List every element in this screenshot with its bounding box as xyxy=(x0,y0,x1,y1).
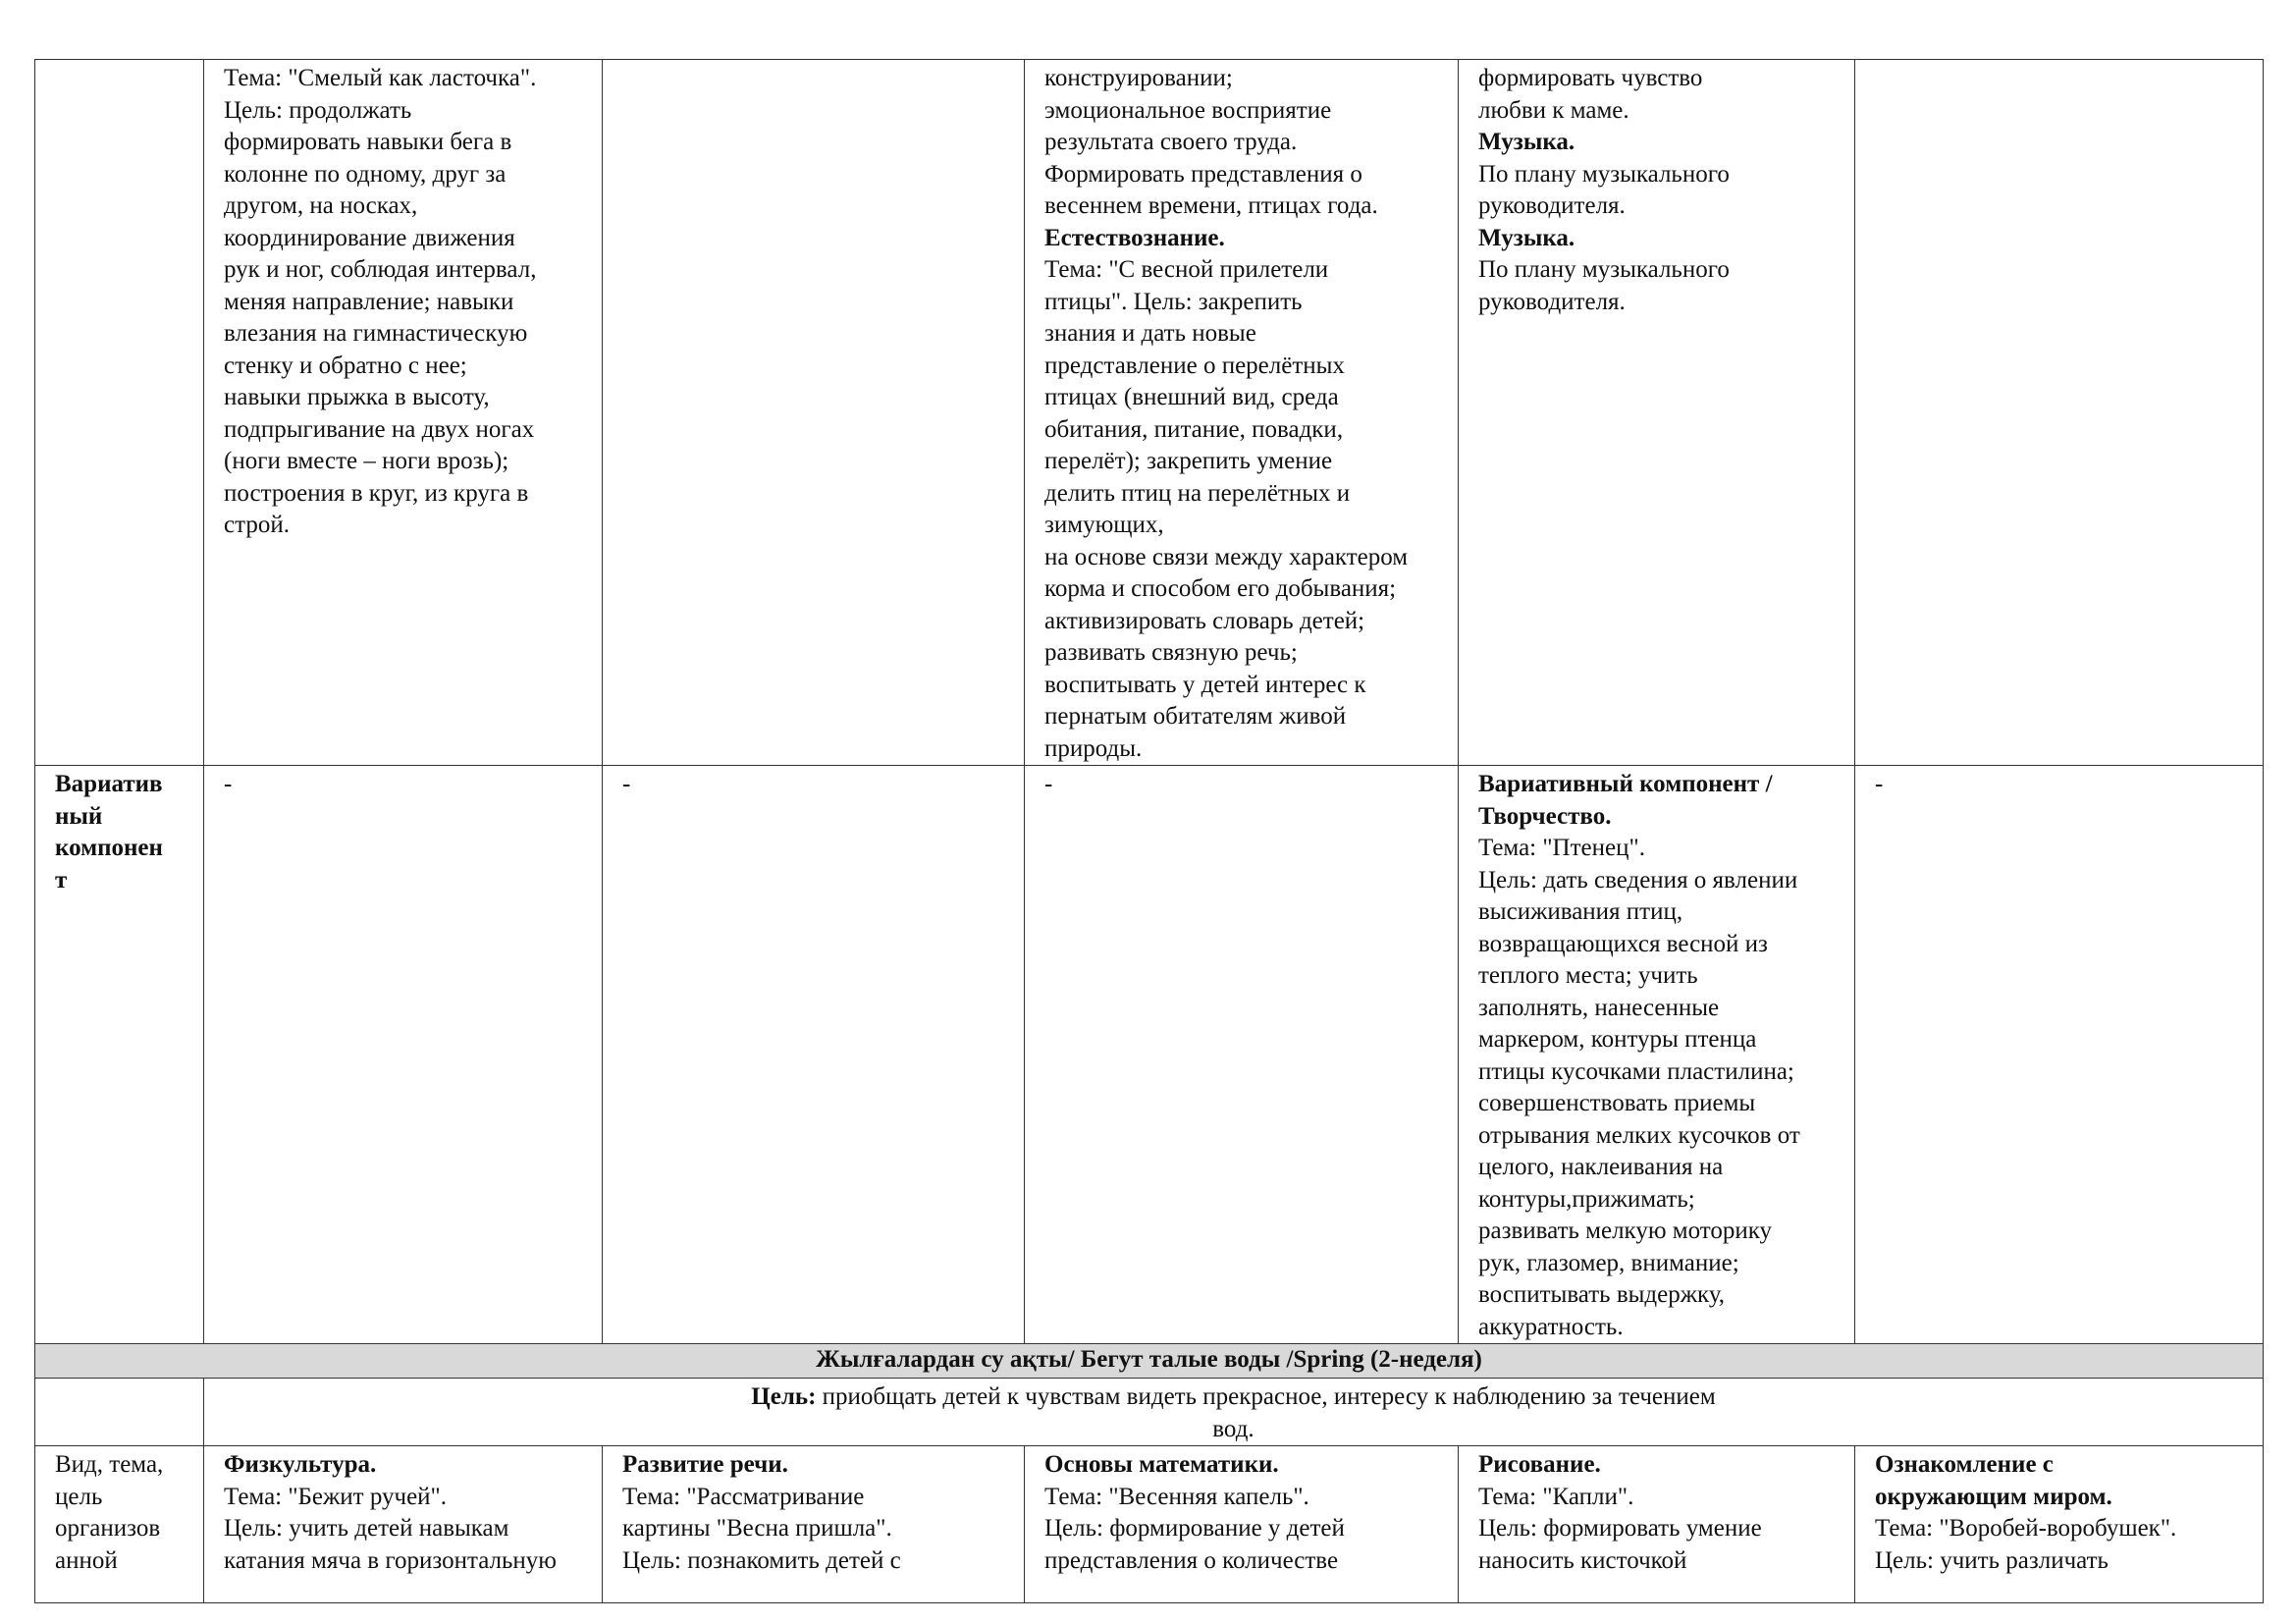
table-row-activities xyxy=(35,1446,2264,1603)
cell-text: - xyxy=(622,771,631,797)
dash-cell xyxy=(1025,766,1459,1344)
music-cell xyxy=(1459,60,1855,766)
world-knowledge-cell xyxy=(1855,1446,2264,1603)
row-label-cell xyxy=(35,60,204,766)
goal-row xyxy=(35,1379,2264,1446)
week-banner-row xyxy=(35,1344,2264,1379)
goal-cell xyxy=(204,1379,2264,1446)
creativity-cell xyxy=(1459,766,1855,1344)
dash-cell xyxy=(1855,766,2264,1344)
dash-cell xyxy=(204,766,603,1344)
plan-table xyxy=(34,59,2264,1603)
empty-cell xyxy=(603,60,1025,766)
math-cell xyxy=(1025,1446,1459,1603)
cell-text: Тема: "С весной прилетели птицы". Цель: закрепить знания и дать новые представление о перелётных птицах (внешний вид, среда обитания, питание, повадки, перелёт); закрепить умение делить птиц на перелётных и зимующих, на основе связи между характером корма и способом его добывания; активизировать словарь детей; развивать связную речь; воспитывать у детей интерес к пернатым обитателям живой природы. xyxy=(1044,256,1409,762)
row-label-cell xyxy=(35,766,204,1344)
cell-text: - xyxy=(1044,771,1053,797)
subject-heading: Рисование. xyxy=(1478,1451,1601,1478)
subject-heading: Физкультура. xyxy=(224,1451,377,1478)
cell-text: Тема: "Капли". Цель: формировать умение наносить кисточкой xyxy=(1478,1483,1762,1574)
dash-cell xyxy=(603,766,1025,1344)
cell-text: По плану музыкального руководителя. xyxy=(1478,256,1730,315)
cell-text: Тема: "Бежит ручей". Цель: учить детей навыкам катания мяча в горизонтальную xyxy=(224,1483,557,1574)
cell-text: конструировании; эмоциональное восприятие результата своего труда. Формировать представления о весеннем времени, птицах года. xyxy=(1044,65,1378,219)
goal-text-continued: вод. xyxy=(1212,1415,1255,1442)
subject-heading: Развитие речи. xyxy=(622,1451,788,1478)
subject-heading: Музыка. xyxy=(1478,129,1575,155)
cell-text: формировать чувство любви к маме. xyxy=(1478,65,1703,124)
goal-label: Цель: xyxy=(751,1383,817,1410)
goal-text: приобщать детей к чувствам видеть прекрасное, интересу к наблюдению за течением xyxy=(816,1383,1716,1410)
row-label: Вид, тема, цель организов анной xyxy=(55,1451,164,1574)
subject-heading: Естествознание. xyxy=(1044,224,1225,251)
natural-science-cell xyxy=(1025,60,1459,766)
drawing-cell xyxy=(1459,1446,1855,1603)
subject-heading: Основы математики. xyxy=(1044,1451,1279,1478)
document-page xyxy=(34,59,2263,1603)
cell-text: - xyxy=(224,771,233,797)
cell-text: Тема: "Птенец". Цель: дать сведения о явлении высиживания птиц, возвращающихся весной из теплого места; учить заполнять, нанесенные маркером, контуры птенца птицы кусочками пластилина; совершенствовать приемы отрывания мелких кусочков от целого, наклеивания на контуры,прижимать; развивать мелкую моторику рук, глазомер, внимание; воспитывать выдержку, аккуратность. xyxy=(1478,835,1800,1340)
row-label-cell xyxy=(35,1446,204,1603)
cell-text: Тема: "Смелый как ласточка". Цель: продолжать формировать навыки бега в колонне по одному, друг за другом, на носках, координирование движения рук и ног, соблюдая интервал, меняя направление; навыки влезания на гимнастическую стенку и обратно с нее; навыки прыжка в высоту, подпрыгивание на двух ногах (ноги вместе – ноги врозь); построения в круг, из круга в строй. xyxy=(224,65,537,538)
physical-education-cell xyxy=(204,1446,603,1603)
subject-heading: Ознакомление с окружающим миром. xyxy=(1875,1451,2112,1510)
subject-heading: Музыка. xyxy=(1478,224,1575,251)
empty-cell xyxy=(1855,60,2264,766)
table-row-variative xyxy=(35,766,2264,1344)
cell-text: Тема: "Воробей-воробушек". Цель: учить различать xyxy=(1875,1515,2177,1574)
subject-heading: Вариативный компонент / Творчество. xyxy=(1478,771,1773,830)
row-label: Вариатив ный компонен т xyxy=(55,771,163,893)
speech-development-cell xyxy=(603,1446,1025,1603)
goal-label-cell xyxy=(35,1379,204,1446)
cell-text: Тема: "Весенняя капель". Цель: формирование у детей представления о количестве xyxy=(1044,1483,1345,1574)
cell-text: Тема: "Рассматривание картины "Весна пришла". Цель: познакомить детей с xyxy=(622,1483,901,1574)
cell-text: По плану музыкального руководителя. xyxy=(1478,160,1730,219)
physical-education-cell xyxy=(204,60,603,766)
cell-text: - xyxy=(1875,771,1884,797)
week-banner: Жылғалардан су ақты/ Бегут талые воды /Spring (2-неделя) xyxy=(35,1344,2264,1379)
table-row-continuation xyxy=(35,60,2264,766)
